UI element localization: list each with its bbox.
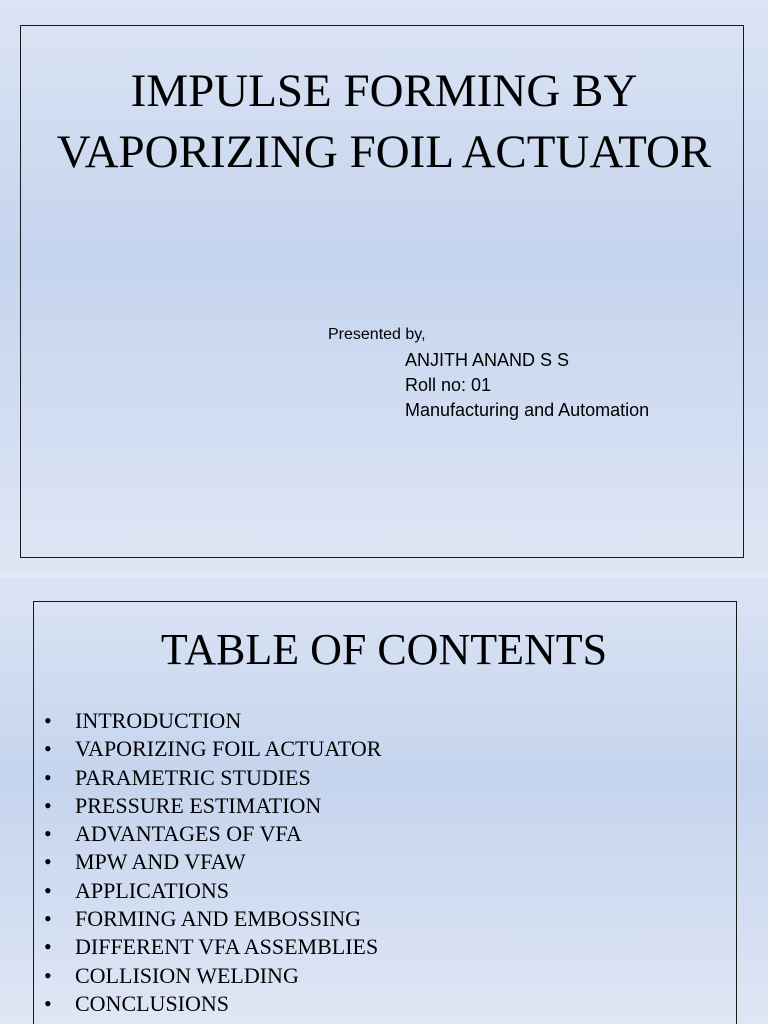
bullet-icon: • [44,821,52,847]
list-item [44,735,381,763]
contents-list [44,707,381,1018]
roll-number: Roll no: 01 [405,375,492,395]
list-item-label: INTRODUCTION [75,708,242,733]
bullet-icon: • [44,708,52,733]
list-item-label: DIFFERENT VFA ASSEMBLIES [75,934,379,960]
slide-title-line-1: IMPULSE FORMING BY [130,65,638,117]
contents-slide [0,578,768,1024]
department: Manufacturing and Automation [405,400,650,420]
list-item [44,848,381,876]
list-item-label: COLLISION WELDING [75,962,299,988]
presenter-name: ANJITH ANAND S S [405,350,570,370]
list-item-label: FORMING AND EMBOSSING [75,906,362,932]
list-item [44,933,381,961]
list-item-label: VAPORIZING FOIL ACTUATOR [75,736,382,762]
presented-by-label: Presented by, [328,326,426,343]
list-item [44,990,381,1018]
list-item-label: APPLICATIONS [75,877,230,903]
bullet-icon: • [44,962,52,988]
bullet-icon: • [44,792,52,818]
slide-title-line-2: VAPORIZING FOIL ACTUATOR [56,126,712,178]
bullet-icon: • [44,849,52,875]
bullet-icon: • [44,934,52,960]
list-item [44,905,381,933]
bullet-icon: • [44,736,52,762]
list-item-label: MPW AND VFAW [75,849,246,875]
list-item [44,820,381,848]
list-item [44,764,381,792]
bullet-icon: • [44,990,52,1016]
bullet-icon: • [44,877,52,903]
bullet-icon: • [44,906,52,932]
list-item [44,707,381,735]
bullet-icon: • [44,764,52,790]
list-item-label: ADVANTAGES OF VFA [75,821,302,847]
list-item-label: PRESSURE ESTIMATION [75,792,322,818]
list-item-label: PARAMETRIC STUDIES [75,764,311,790]
list-item-label: CONCLUSIONS [75,990,230,1016]
contents-title: TABLE OF CONTENTS [160,625,608,674]
list-item [44,962,381,990]
list-item [44,792,381,820]
list-item [44,877,381,905]
